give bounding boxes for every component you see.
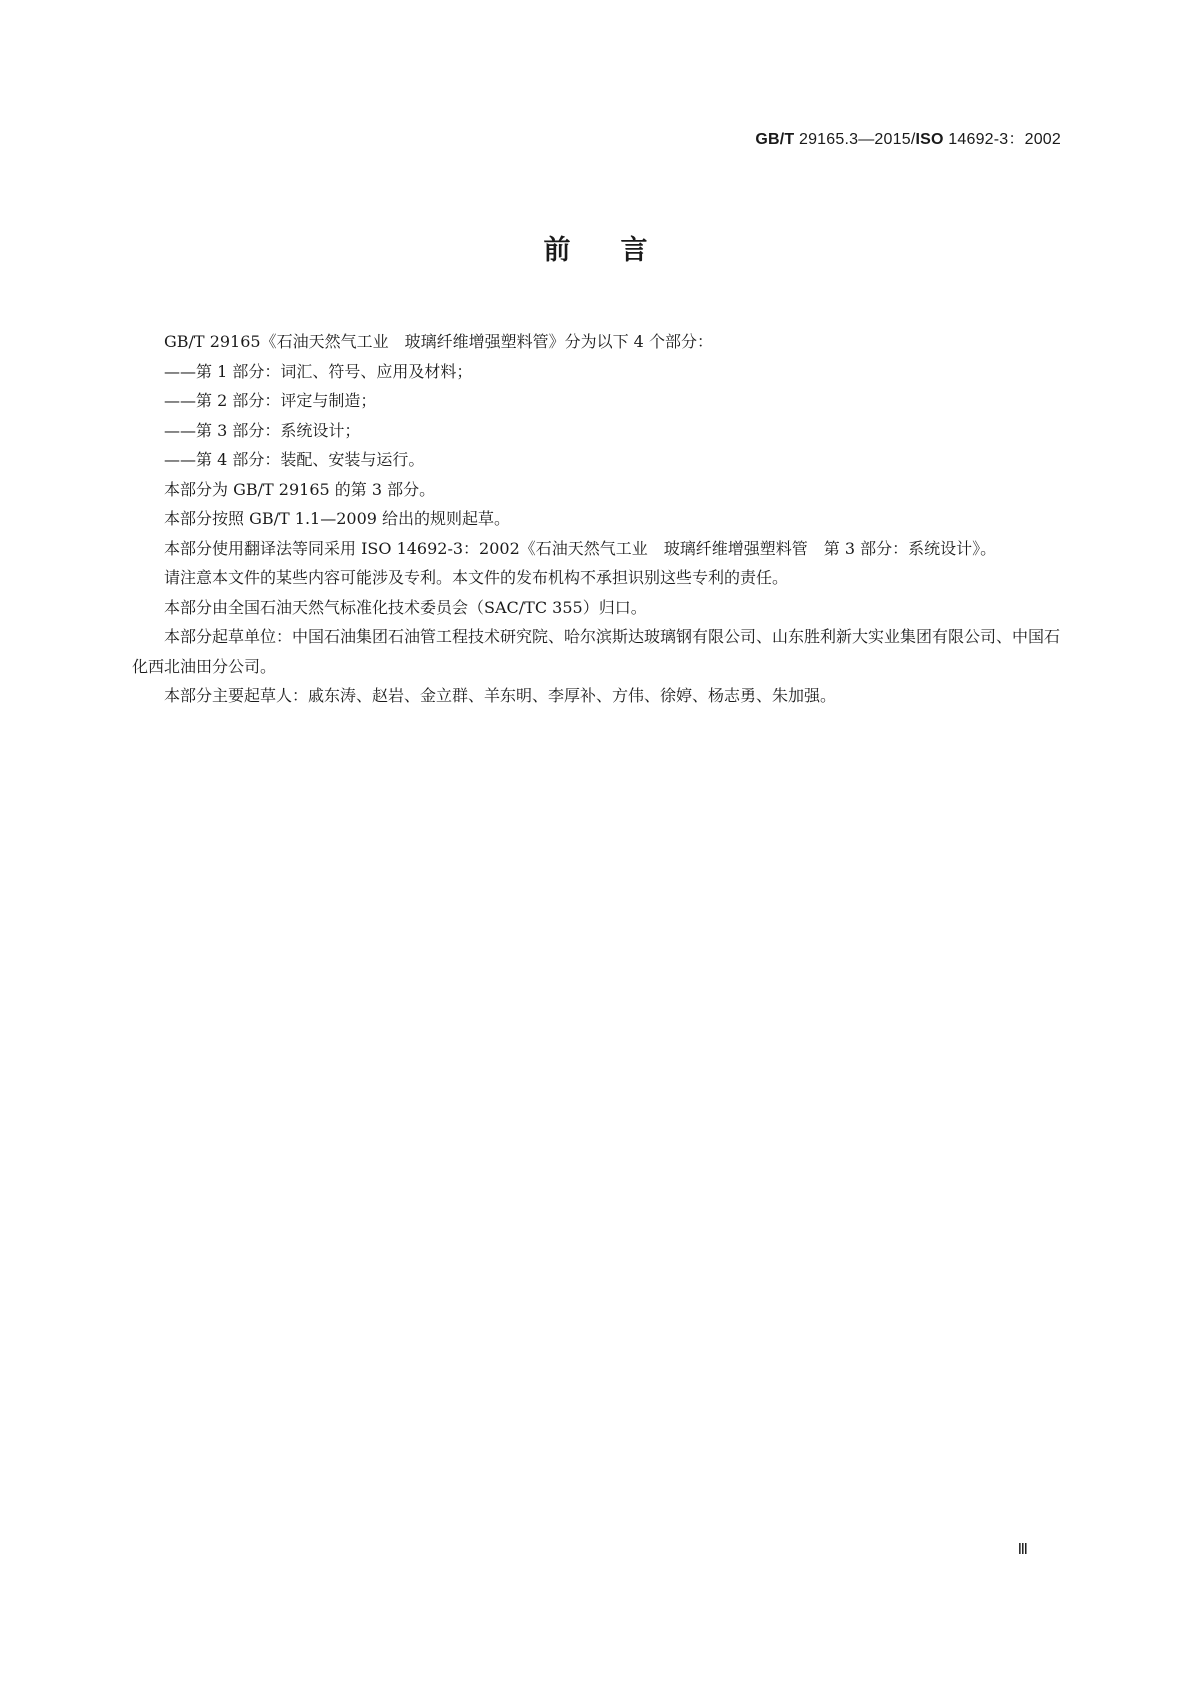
- iso-prefix: ISO: [915, 131, 944, 148]
- paragraph-intro: GB/T 29165《石油天然气工业 玻璃纤维增强塑料管》分为以下 4 个部分：: [164, 332, 713, 351]
- paragraph-patent-notice: 请注意本文件的某些内容可能涉及专利。本文件的发布机构不承担识别这些专利的责任。: [164, 568, 789, 587]
- list-item-part-4: ——第 4 部分：装配、安装与运行。: [164, 450, 425, 469]
- paragraph-part-statement: 本部分为 GB/T 29165 的第 3 部分。: [164, 479, 436, 499]
- page-number: Ⅲ: [1017, 1542, 1028, 1558]
- paragraph-drafting-rules: 本部分按照 GB/T 1.1—2009 给出的规则起草。: [164, 509, 511, 528]
- paragraph-committee: 本部分由全国石油天然气标准化技术委员会（SAC/TC 355）归口。: [164, 597, 647, 617]
- page-title: 前言: [543, 235, 698, 266]
- iso-number: 14692-3：2002: [943, 131, 1061, 148]
- list-item-part-3: ——第 3 部分：系统设计；: [164, 420, 361, 440]
- paragraph-drafters: 本部分主要起草人：戚东涛、赵岩、金立群、羊东明、李厚补、方伟、徐婷、杨志勇、朱加强。: [164, 686, 837, 705]
- list-item-part-1: ——第 1 部分：词汇、符号、应用及材料；: [164, 361, 473, 381]
- list-item-part-2: ——第 2 部分：评定与制造；: [164, 391, 377, 410]
- paragraph-adoption: 本部分使用翻译法等同采用 ISO 14692-3：2002《石油天然气工业 玻璃纤维增强塑料管 第 3 部分：系统设计》。: [164, 538, 997, 558]
- paragraph-drafting-units: 本部分起草单位：中国石油集团石油管工程技术研究院、哈尔滨斯达玻璃钢有限公司、山东胜利新大实业集团有限公司、中国石化西北油田分公司。: [132, 627, 1061, 676]
- document-standard-code: [755, 126, 1061, 149]
- foreword-body: [132, 327, 1060, 711]
- standard-prefix: GB/T: [755, 131, 795, 148]
- standard-number: 29165.3—2015/: [794, 131, 916, 148]
